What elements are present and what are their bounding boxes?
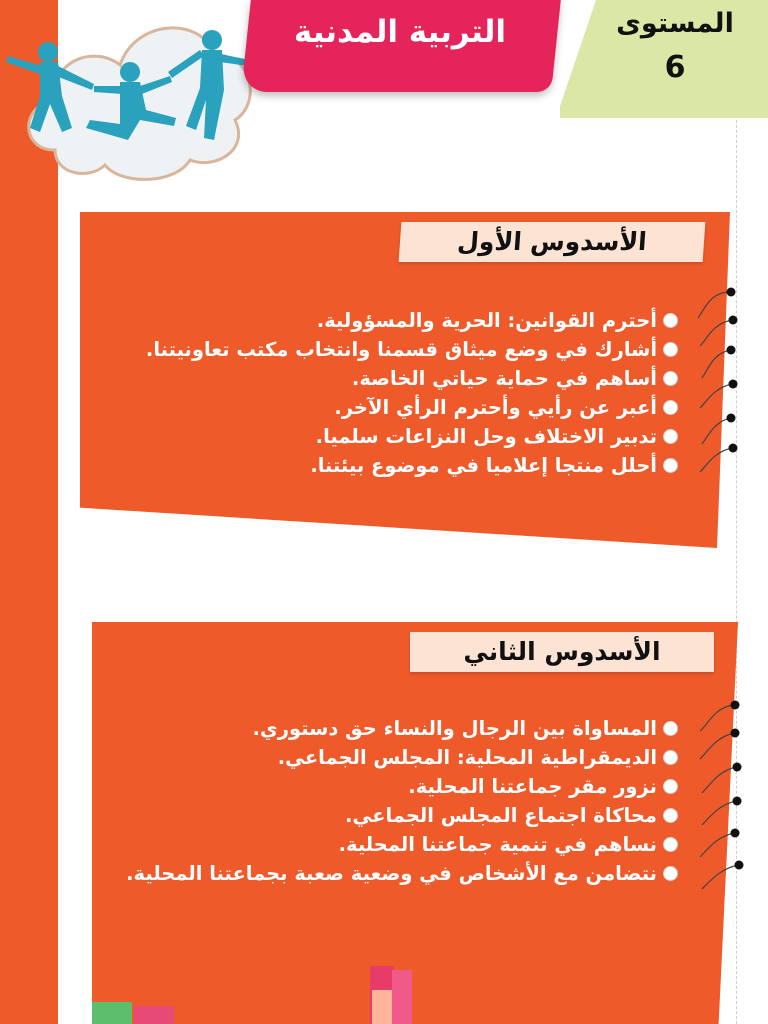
bottom-decor-stack-2 xyxy=(392,970,412,1024)
bullet-icon xyxy=(663,313,678,328)
list-item xyxy=(146,422,678,451)
bullet-icon xyxy=(663,837,678,852)
list-item xyxy=(146,451,678,480)
list-item-text: الديمقراطية المحلية: المجلس الجماعي. xyxy=(277,746,657,769)
list-item-text: محاكاة اجتماع المجلس الجماعي. xyxy=(345,804,657,827)
subject-title: التربية المدنية xyxy=(293,14,507,50)
bottom-decor-green xyxy=(92,1002,132,1024)
semester-2-list xyxy=(126,714,678,888)
list-item-text: نتضامن مع الأشخاص في وضعية صعبة بجماعتنا المحلية. xyxy=(126,862,657,885)
list-item-text: أشارك في وضع ميثاق قسمنا وانتخاب مكتب تعاونيتنا. xyxy=(145,338,657,361)
list-item xyxy=(146,306,678,335)
bullet-icon xyxy=(663,429,678,444)
children-silhouettes xyxy=(6,30,250,140)
list-item-text: نزور مقر جماعتنا المحلية. xyxy=(408,775,657,798)
bullet-icon xyxy=(663,458,678,473)
bullet-icon xyxy=(663,866,678,881)
list-item xyxy=(126,743,678,772)
semester-2-title: الأسدوس الثاني xyxy=(410,632,714,672)
list-item xyxy=(146,393,678,422)
binder-rings-1 xyxy=(690,280,750,480)
bullet-icon xyxy=(663,721,678,736)
bullet-icon xyxy=(663,750,678,765)
list-item xyxy=(126,801,678,830)
semester-1-title: الأسدوس الأول xyxy=(399,222,706,262)
list-item xyxy=(126,772,678,801)
level-label: المستوى xyxy=(616,8,734,39)
bottom-decor-pink xyxy=(134,1006,174,1024)
list-item-text: أعبر عن رأيي وأحترم الرأي الآخر. xyxy=(334,396,657,419)
bullet-icon xyxy=(663,400,678,415)
bullet-icon xyxy=(663,371,678,386)
bullet-icon xyxy=(663,779,678,794)
list-item xyxy=(126,859,678,888)
binder-rings-2 xyxy=(690,695,750,895)
list-item xyxy=(126,714,678,743)
list-item-text: أساهم في حماية حياتي الخاصة. xyxy=(351,367,657,390)
list-item xyxy=(146,364,678,393)
jumping-children-illustration xyxy=(0,0,260,190)
list-item-text: نساهم في تنمية جماعتنا المحلية. xyxy=(338,833,657,856)
bottom-decor-stack-3 xyxy=(372,990,392,1024)
bullet-icon xyxy=(663,808,678,823)
bullet-icon xyxy=(663,342,678,357)
list-item xyxy=(146,335,678,364)
semester-1-list xyxy=(146,306,678,480)
list-item-text: المساواة بين الرجال والنساء حق دستوري. xyxy=(252,717,657,740)
list-item-text: أحلل منتجا إعلاميا في موضوع بيئتنا. xyxy=(310,454,657,477)
level-number: 6 xyxy=(664,50,686,85)
list-item-text: أحترم القوانين: الحرية والمسؤولية. xyxy=(316,309,657,332)
list-item-text: تدبير الاختلاف وحل النزاعات سلميا. xyxy=(315,425,657,448)
list-item xyxy=(126,830,678,859)
